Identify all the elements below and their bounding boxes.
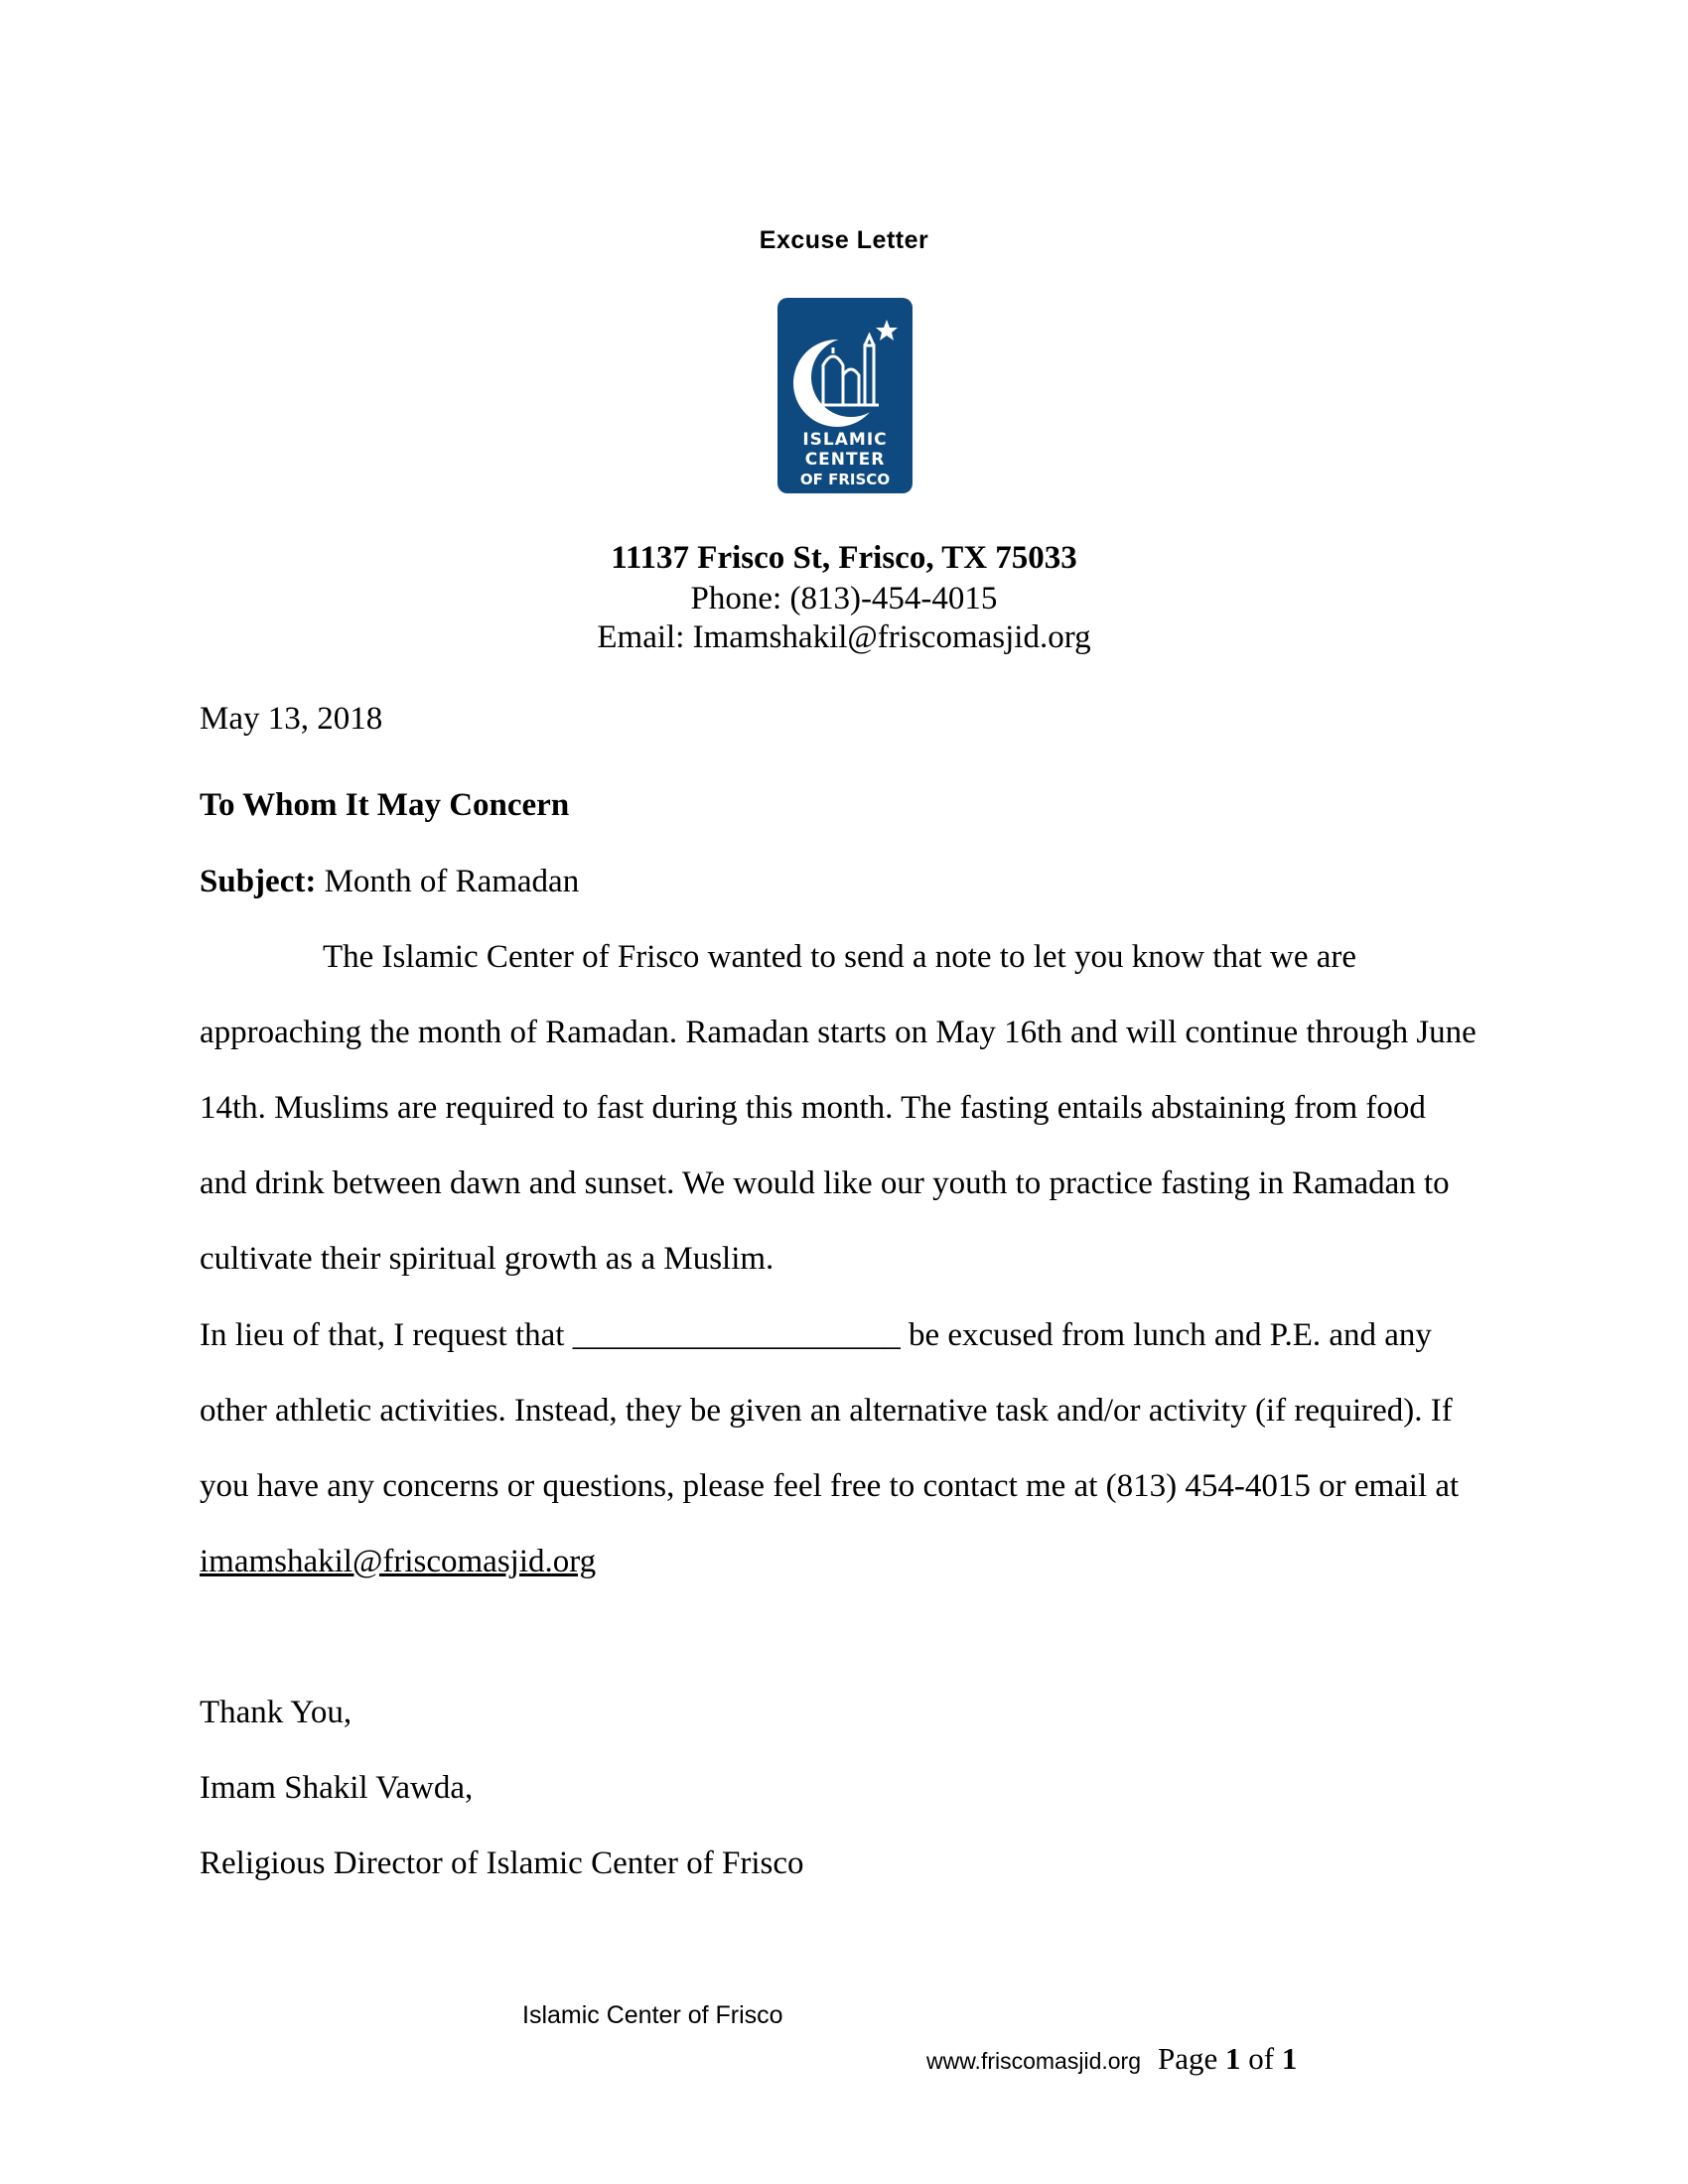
subject-line [200,864,579,900]
salutation: To Whom It May Concern [200,787,570,823]
email-line: Email: Imamshakil@friscomasjid.org [597,619,1091,655]
svg-text:ISLAMIC: ISLAMIC [802,430,888,450]
page-of: of [1248,2041,1275,2076]
page-current: 1 [1225,2041,1241,2076]
svg-text:CENTER: CENTER [804,450,886,470]
page-number [1158,2041,1297,2077]
signer-title: Religious Director of Islamic Center of Frisco [200,1845,804,1881]
page-total: 1 [1281,2041,1298,2076]
body-line-2: approaching the month of Ramadan. Ramadan starts on May 16th and will continue through June [200,1015,1477,1050]
subject-label: Subject: [200,864,317,899]
body-line-5: cultivate their spiritual growth as a Muslim. [200,1241,774,1277]
address-line: 11137 Frisco St, Frisco, TX 75033 [611,540,1077,576]
body-line-1: The Islamic Center of Frisco wanted to send a note to let you know that we are [323,939,1357,975]
footer-website: www.friscomasjid.org [926,2048,1141,2074]
document-title: Excuse Letter [759,226,929,254]
subject-value: Month of Ramadan [324,864,580,899]
signer-name: Imam Shakil Vawda, [200,1770,474,1806]
email-link[interactable]: imamshakil@friscomasjid.org [200,1544,597,1579]
svg-text:OF FRISCO: OF FRISCO [799,471,891,488]
body-line-8: you have any concerns or questions, please feel free to contact me at (813) 454-4015 or email at [200,1468,1460,1504]
letter-date: May 13, 2018 [200,701,383,737]
footer-org: Islamic Center of Frisco [522,2001,783,2029]
page-prefix: Page [1158,2041,1218,2076]
body-line-4: and drink between dawn and sunset. We would like our youth to practice fasting in Ramadan to [200,1165,1450,1201]
islamic-center-logo-icon [775,296,914,495]
body-line-6: In lieu of that, I request that ____________________ be excused from lunch and P.E. and any [200,1317,1432,1353]
phone-line: Phone: (813)-454-4015 [690,581,998,616]
body-line-3: 14th. Muslims are required to fast during this month. The fasting entails abstaining from food [200,1090,1426,1126]
closing: Thank You, [200,1695,352,1730]
body-line-7: other athletic activities. Instead, they be given an alternative task and/or activity (if required). If [200,1393,1453,1429]
